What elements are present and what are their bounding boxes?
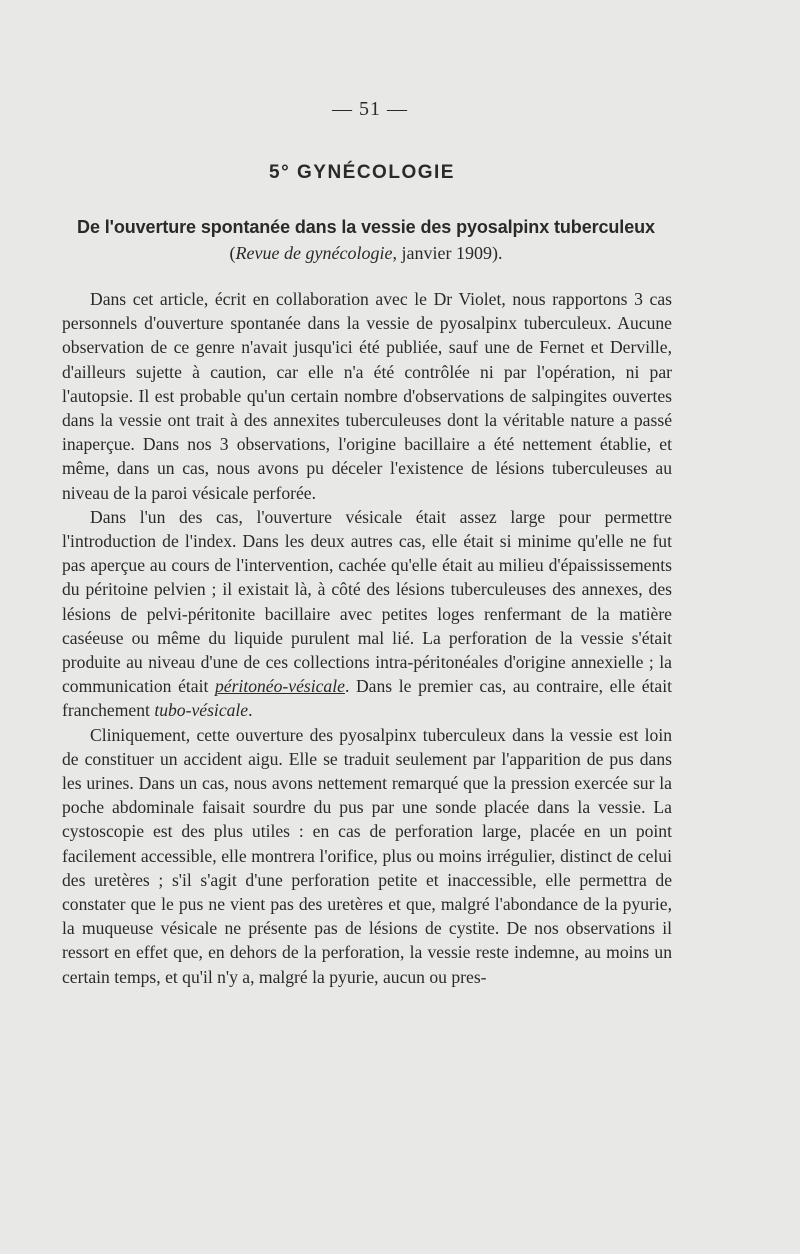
source-open: ( xyxy=(229,243,236,263)
paragraph-2 xyxy=(62,505,672,723)
paragraph-2-emphasis-1: péritonéo-vésicale xyxy=(214,676,345,697)
article-title: De l'ouverture spontanée dans la vessie des pyosalpinx tuberculeux xyxy=(77,217,655,237)
paragraph-2-part-a: Dans l'un des cas, l'ouverture vésicale était assez large pour permettre l'introduction de l'index. Dans les deux autres cas, elle était si minime qu'elle ne fut pas aperçue au cours de l'intervention, cachée qu'elle était au milieu d'épaississements du péritoine pelvien ; il existait là, à côté des lésions tuberculeuses des annexes, des lésions de pelvi-péritonite bacillaire avec petites loges renfermant de la matière caséeuse ou même du liquide purulent mal lié. La perforation de la vessie s'était produite au niveau d'une de ces collections intra-péritonéales d'origine annexielle ; la communication était xyxy=(62,506,672,697)
paragraph-1: Dans cet article, écrit en collaboration avec le Dr Violet, nous rapportons 3 cas personnels d'ouverture spontanée dans la vessie de pyosalpinx tuberculeux. Aucune observation de ce genre n'avait jusqu'ici été publiée, sauf une de Fernet et Derville, d'ailleurs sujette à caution, car elle n'a été contrôlée ni par l'opération, ni par l'autopsie. Il est probable qu'un certain nombre d'observations de salpingites ouvertes dans la vessie ont trait à des annexites tuberculeuses dont la véritable nature a passé inaperçue. Dans nos 3 observations, l'origine bacillaire a été nettement établie, et même, dans un cas, nous avons pu déceler l'existence de lésions tuberculeuses au niveau de la paroi vésicale perforée. xyxy=(62,289,672,503)
paragraph-2-emphasis-2: tubo-vésicale xyxy=(154,700,249,721)
paragraph-2-part-c: . xyxy=(248,700,253,721)
page-number: — 51 — xyxy=(332,98,408,120)
source-date: , janvier 1909). xyxy=(392,243,503,263)
article-source xyxy=(60,243,672,264)
paragraph-3: Cliniquement, cette ouverture des pyosalpinx tuberculeux dans la vessie est loin de constituer un accident aigu. Elle se traduit seulement par l'apparition de pus dans les urines. Dans un cas, nous avons nettement remarqué que la pression exercée sur la poche abdominale faisait sourdre du pus par une sonde placée dans la vessie. La cystoscopie est des plus utiles : en cas de perforation large, placée en un point facilement accessible, elle montrera l'orifice, plus ou moins irrégulier, distinct de celui des uretères ; s'il s'agit d'une perforation petite et inaccessible, elle permettra de constater que le pus ne vient pas des uretères et que, malgré l'abondance de la pyurie, la muqueuse vésicale ne présente pas de lésions de cystite. De nos observations il ressort en effet que, en dehors de la perforation, la vessie reste indemne, au moins un certain temps, et qu'il n'y a, malgré la pyurie, aucun ou pres- xyxy=(62,724,672,987)
section-heading: 5° GYNÉCOLOGIE xyxy=(269,162,455,183)
article-body xyxy=(62,287,672,989)
paragraph-2-part-b: . Dans le premier cas, au contraire, elle était franchement xyxy=(62,676,672,721)
source-journal: Revue de gynécologie xyxy=(235,243,393,263)
